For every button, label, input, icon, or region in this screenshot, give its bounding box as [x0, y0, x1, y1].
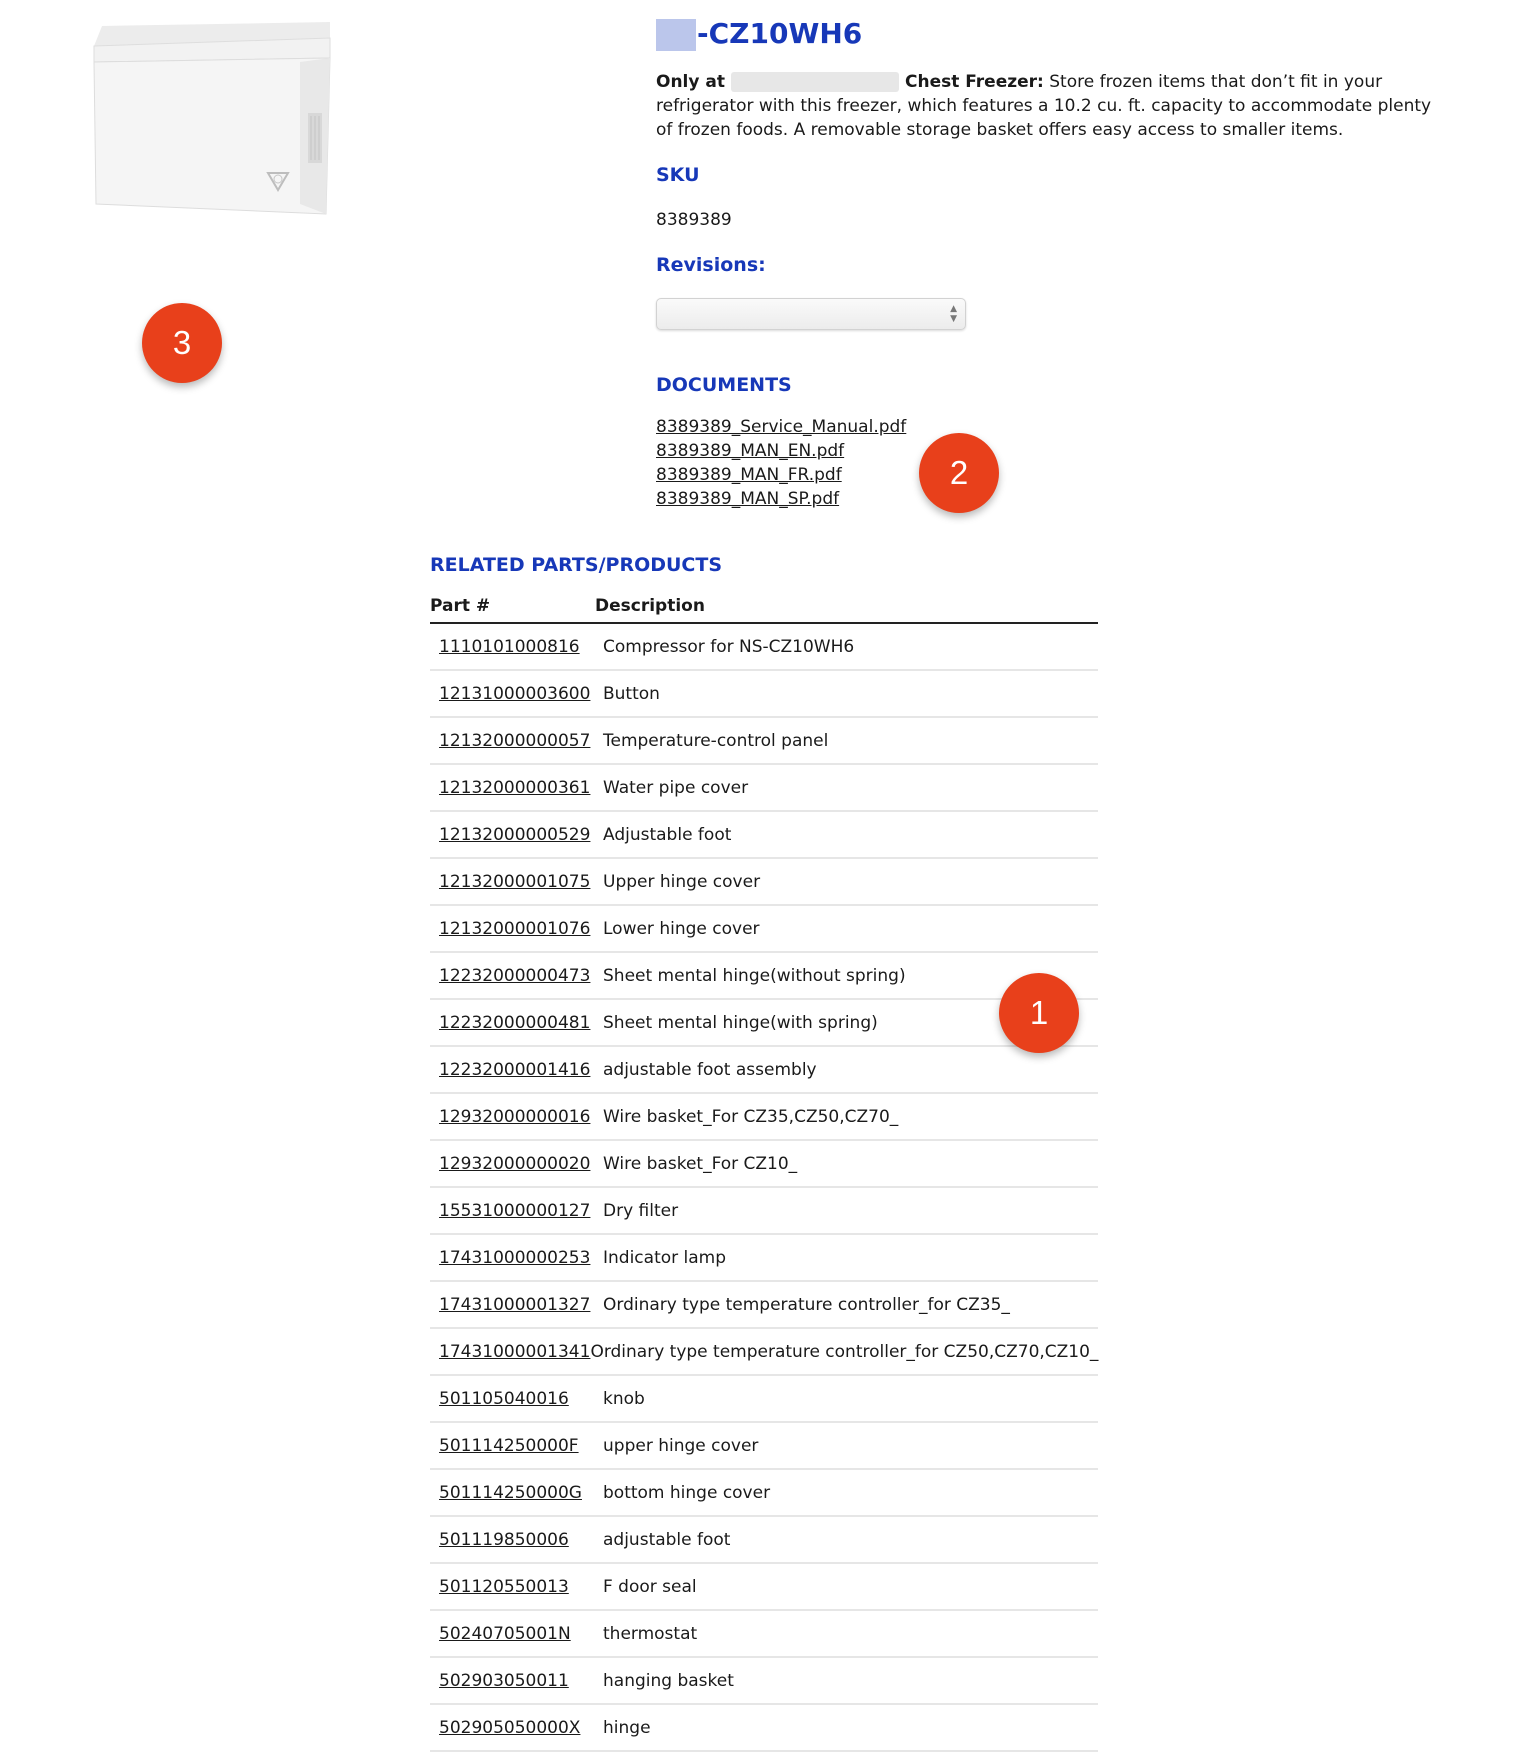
part-number-link[interactable]: 15531000000127: [439, 1200, 591, 1221]
part-description: Lower hinge cover: [603, 918, 760, 939]
table-row: [430, 1517, 1098, 1564]
part-description: Ordinary type temperature controller_for CZ50,CZ70,CZ10_: [590, 1341, 1099, 1362]
table-row: [430, 812, 1098, 859]
part-number-link[interactable]: 12932000000020: [439, 1153, 591, 1174]
part-description: Wire basket_For CZ35,CZ50,CZ70_: [603, 1106, 899, 1127]
documents-heading: DOCUMENTS: [656, 374, 792, 396]
description-text: Store frozen items that don’t fit in your refrigerator with this freezer, which features a 10.2 cu. ft. capacity to accommodate plenty of frozen foods. A removable storage basket offers easy access to smaller items.: [656, 72, 1432, 140]
part-description: hinge: [603, 1717, 651, 1738]
table-row: [430, 859, 1098, 906]
part-description: Dry filter: [603, 1200, 679, 1221]
part-number-link[interactable]: 17431000000253: [439, 1247, 591, 1268]
table-row: [430, 1282, 1098, 1329]
part-number-link[interactable]: 12132000000057: [439, 730, 591, 751]
part-number-link[interactable]: 12232000000473: [439, 965, 591, 986]
part-description: Compressor for NS-CZ10WH6: [603, 636, 855, 657]
part-description: knob: [603, 1388, 645, 1409]
table-row: [430, 1141, 1098, 1188]
part-number-link[interactable]: 12131000003600: [439, 683, 591, 704]
part-number-link[interactable]: 17431000001327: [439, 1294, 591, 1315]
redacted-store: [731, 72, 899, 92]
up-down-arrows-icon: ▲ ▼: [950, 304, 957, 324]
product-image: [90, 18, 340, 218]
document-link-service-manual[interactable]: 8389389_Service_Manual.pdf: [656, 417, 907, 437]
marker-1: 1: [999, 973, 1079, 1053]
part-description: adjustable foot assembly: [603, 1059, 817, 1080]
table-row: [430, 718, 1098, 765]
table-row: [430, 1470, 1098, 1517]
part-description: Wire basket_For CZ10_: [603, 1153, 798, 1174]
document-link-man-en[interactable]: 8389389_MAN_EN.pdf: [656, 441, 845, 461]
part-description: Ordinary type temperature controller_for CZ35_: [603, 1294, 1010, 1315]
part-number-link[interactable]: 501114250000G: [439, 1482, 582, 1503]
part-number-link[interactable]: 12932000000016: [439, 1106, 591, 1127]
table-row: [430, 671, 1098, 718]
marker-2: 2: [919, 433, 999, 513]
sku-heading: SKU: [656, 164, 700, 186]
part-number-header: Part #: [430, 596, 491, 616]
part-description: Water pipe cover: [603, 777, 749, 798]
part-description: Button: [603, 683, 660, 704]
document-link-man-sp[interactable]: 8389389_MAN_SP.pdf: [656, 489, 840, 509]
table-row: [430, 1611, 1098, 1658]
part-number-link[interactable]: 501120550013: [439, 1576, 569, 1597]
description-header: Description: [595, 596, 705, 616]
table-row: [430, 1376, 1098, 1423]
part-description: upper hinge cover: [603, 1435, 759, 1456]
part-number-link[interactable]: 502905050000X: [439, 1717, 581, 1738]
chest-freezer-image: [90, 18, 340, 218]
product-name-label: Chest Freezer:: [904, 72, 1044, 92]
revisions-heading: Revisions:: [656, 254, 766, 276]
table-row: [430, 1235, 1098, 1282]
parts-table: [430, 596, 1098, 1752]
part-description: Sheet mental hinge(without spring): [603, 965, 906, 986]
table-row: [430, 624, 1098, 671]
part-number-link[interactable]: 12132000000361: [439, 777, 591, 798]
sku-value: 8389389: [656, 210, 732, 230]
part-number-link[interactable]: 502903050011: [439, 1670, 569, 1691]
part-number-link[interactable]: 501114250000F: [439, 1435, 579, 1456]
document-link-man-fr[interactable]: 8389389_MAN_FR.pdf: [656, 465, 842, 485]
part-description: Adjustable foot: [603, 824, 732, 845]
part-description: hanging basket: [603, 1670, 734, 1691]
part-number-link[interactable]: 501119850006: [439, 1529, 569, 1550]
table-row: [430, 1188, 1098, 1235]
part-number-link[interactable]: 12132000001076: [439, 918, 591, 939]
part-description: Upper hinge cover: [603, 871, 761, 892]
parts-table-header: [430, 596, 1098, 624]
product-description: [656, 70, 1446, 142]
part-number-link[interactable]: 17431000001341: [439, 1341, 591, 1362]
table-row: [430, 906, 1098, 953]
table-row: [430, 1658, 1098, 1705]
related-parts-heading: RELATED PARTS/PRODUCTS: [430, 554, 723, 576]
part-description: thermostat: [603, 1623, 698, 1644]
product-title: [656, 14, 862, 54]
part-description: bottom hinge cover: [603, 1482, 771, 1503]
part-number-link[interactable]: 501105040016: [439, 1388, 569, 1409]
table-row: [430, 1094, 1098, 1141]
table-row: [430, 953, 1098, 1000]
part-description: F door seal: [603, 1576, 697, 1597]
part-number-link[interactable]: 50240705001N: [439, 1623, 571, 1644]
marker-3: 3: [142, 303, 222, 383]
table-row: [430, 1047, 1098, 1094]
part-number-link[interactable]: 12132000000529: [439, 824, 591, 845]
part-description: Indicator lamp: [603, 1247, 727, 1268]
only-at-label: Only at: [656, 72, 725, 92]
part-description: Temperature-control panel: [603, 730, 829, 751]
table-row: [430, 1000, 1098, 1047]
table-row: [430, 1705, 1098, 1752]
part-number-link[interactable]: 1110101000816: [439, 636, 580, 657]
part-number-link[interactable]: 12232000000481: [439, 1012, 591, 1033]
table-row: [430, 1329, 1098, 1376]
part-number-link[interactable]: 12132000001075: [439, 871, 591, 892]
table-row: [430, 765, 1098, 812]
part-description: adjustable foot: [603, 1529, 731, 1550]
part-description: Sheet mental hinge(with spring): [603, 1012, 878, 1033]
part-number-link[interactable]: 12232000001416: [439, 1059, 591, 1080]
table-row: [430, 1423, 1098, 1470]
redacted-brand: [656, 19, 696, 51]
product-model: -CZ10WH6: [697, 17, 863, 50]
revisions-select[interactable]: [656, 298, 966, 330]
table-row: [430, 1564, 1098, 1611]
